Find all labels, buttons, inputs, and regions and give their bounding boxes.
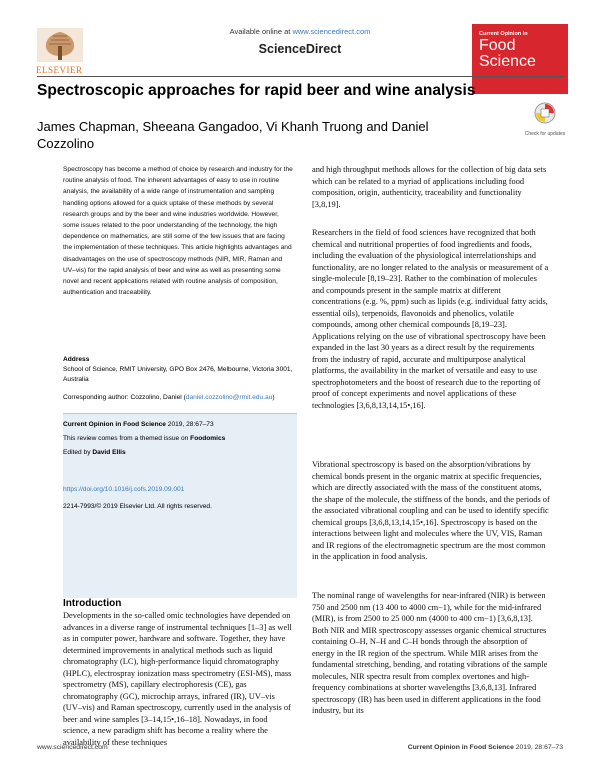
copyright-line: 2214-7993/© 2019 Elsevier Ltd. All rights reserved.	[63, 503, 212, 510]
journal-info-box	[63, 413, 297, 598]
address-text: School of Science, RMIT University, GPO Box 2476, Melbourne, Victoria 3001, Australia	[63, 366, 293, 383]
citation-line	[63, 421, 214, 428]
introduction-text: Developments in the so-called omic technologies have depended on advances in a diverse range of instrumental techniques [1–3] as well as in computer power, hardware and software. Together, they have determined improvements in analytical methods such as liquid chromatography (LC), high-performance liquid chromatography (HPLC), electrospray ionization mass spectrometry (ESI-MS), mass spectrometry (MS), capillary electrophoresis (CE), gas chromatography (GC), microchip arrays, infrared (IR), UV–vis (UV–vis) and Raman spectroscopy, currently used in the analysis of beer and wine samples [3–14,15•,16–18]. Nowadays, in food science, a new paradigm shift has become a reality where the availability of these techniques	[63, 611, 292, 747]
footer-citation	[408, 744, 563, 751]
article-authors: James Chapman, Sheeana Gangadoo, Vi Khanh Truong and Daniel Cozzolino	[37, 119, 429, 151]
editor-prefix: Edited by	[63, 449, 93, 456]
corresponding-email-link[interactable]: daniel.cozzolino@rmit.edu.au	[185, 394, 273, 401]
address-heading: Address	[63, 356, 90, 363]
sciencedirect-url-link[interactable]: www.sciencedirect.com	[292, 27, 371, 36]
footer-website[interactable]: www.sciencedirect.com	[37, 744, 108, 751]
sciencedirect-heading: ScienceDirect	[258, 42, 342, 56]
right-paragraph-3: Vibrational spectroscopy is based on the absorption/vibrations by chemical bonds present in the organic matrix at specific frequencies, which are directly associated with the mass of the constituent atoms, the shape of the molecule, the stiffness of the bonds, and the periods of the associated vibrational coupling and can be used to identify specific chemical groups [3,6,8,13,14,15•,16]. Spectroscopy is based on the interactions between light and molecules where the UV, VIS, Raman and IR regions of the electromagnetic spectrum are the most common in the application in food analysis.	[312, 460, 550, 561]
editor-name: David Ellis	[92, 449, 126, 456]
crossmark-badge[interactable]	[521, 102, 569, 142]
introduction-heading: Introduction	[63, 598, 122, 609]
theme-line	[63, 435, 225, 442]
right-paragraph-2: Researchers in the field of food sciences have recognized that both chemical and nutritional properties of food ingredients and foods, including the evaluation of the physiological interrelationships and functionality, are no longer related to the analysis or measurement of a single-molecule [8,19–23]. Rather to the combination of molecules and compounds present in the sample matrix at different concentrations (e.g. %, ppm) such as lipids (e.g. individual fatty acids, essential oils), terpenoids, flavonoids and phenolics, volatile compounds, among other chemical compounds [8,19–23]. Applications relying on the use of vibrational spectroscopy have been expanded in the last 30 years as a direct result by the requirements from the industry of rapid, accurate and multipurpose analytical platforms, the availability in the market of versatile and easy to use spectrophotometers and the boost of research due to the reporting of proof of concept experiments and novel applications of these technologies [3,6,8,13,14,15•,16].	[312, 228, 549, 410]
info-divider-top	[63, 413, 297, 414]
journal-badge-small: Current Opinion in	[479, 31, 528, 37]
right-paragraph-4: The nominal range of wavelengths for near-infrared (NIR) is between 750 and 2500 nm (13 400 to 4000 cm−1), while for the mid-infrared (MIR), is from 2500 to 25 000 nm (4000 to 400 cm−1) [3,6,8,13]. Both NIR and MIR spectroscopy assesses organic chemical structures containing O–H, N–H and C–H bonds through the absorption of energy in the IR region of the spectrum. While MIR arises from the fundamental stretching, bending, and rotating vibrations of the sample molecules, NIR spectra result from complex overtones and high-frequency combinations at shorter wavelengths [3,6,8,13]. Infrared spectroscopy (IR) has been used in different applications in the food industry, but its	[312, 591, 548, 715]
journal-badge-science: Science	[479, 53, 536, 70]
corresponding-end: )	[272, 394, 275, 401]
citation-journal: Current Opinion in Food Science	[63, 421, 166, 428]
editor-line	[63, 449, 126, 456]
publisher-name: ELSEVIER	[36, 65, 83, 75]
corresponding-label: Corresponding author: Cozzolino, Daniel (	[63, 394, 186, 401]
right-paragraph-1: and high throughput methods allows for the collection of big data sets which can be related to a myriad of applications including food composition, origin, authenticity, traceability and functionality [3,8,19].	[312, 165, 547, 209]
theme-name: Foodomics	[190, 435, 226, 442]
journal-badge-food: Food	[479, 37, 516, 54]
crossmark-label: Check for updates	[524, 131, 566, 137]
theme-prefix: This review comes from a themed issue on	[63, 435, 191, 442]
crossmark-icon	[534, 102, 556, 126]
article-title: Spectroscopic approaches for rapid beer and wine analysis	[37, 82, 476, 99]
footer-rest: 2019, 28:67–73	[513, 744, 563, 751]
citation-rest: 2019, 28:67–73	[165, 421, 214, 428]
available-prefix: Available online at	[229, 27, 291, 36]
doi-link[interactable]: https://doi.org/10.1016/j.cofs.2019.09.001	[63, 486, 185, 493]
header-divider	[37, 76, 564, 77]
abstract-text: Spectroscopy has become a method of choice by research and industry for the routine analysis of food. The inherent advantages of easy to use in routine analysis, the availability of a wide range of instrumentation and sampling handling options allowed for a quick uptake of these methods by several research groups and by the beer and wine industries worldwide. However, some issues related to the poor understanding of the technology, the high dependence on mathematics, are still some of the few issues that are facing the implementation of these techniques. This article highlights advantages and disadvantages on the use of spectroscopy methods (NIR, MIR, Raman and UV–vis) for the rapid analysis of beer and wine as well as presenting some novel and recent applications related with routine analysis of composition, authentication and traceability.	[63, 166, 293, 297]
footer-journal: Current Opinion in Food Science	[407, 744, 514, 751]
corresponding-author	[63, 394, 303, 401]
